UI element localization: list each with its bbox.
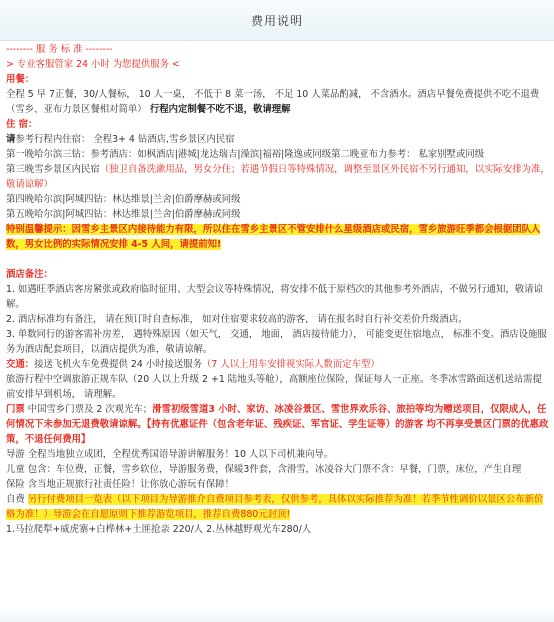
insurance-line: 保险 含当地正规旅行社责任险！让你放心游玩有保障！ [6, 479, 234, 490]
page-title: 费用说明 [250, 14, 303, 28]
stay-overview [6, 132, 550, 147]
kids-line: 儿童 包含：车位费，正餐，雪乡软位，导游服务费，保暖3件套，含滑雪，冰凌谷大门票不含：早餐，门票，床位，产生自理 [6, 464, 522, 475]
stay-night-5: 第五晚哈尔滨|阿城四钻：林达维景|兰舍|伯爵摩赫或同级 [6, 209, 241, 220]
special-notice [6, 222, 550, 252]
traffic-vehicle-note: （7 人以上用车安排视实际人数而定车型） [202, 359, 380, 370]
ticket-gift-items: 滑雪初级雪道3 小时、家访、冰凌谷景区、雪世界欢乐谷、旅拍等均为赠送项目，仅限成人，任何情况下未参加无退费敬请谅解。 [6, 404, 547, 430]
meal-note: 行程内定制餐不吃不退，敬请理解 [146, 104, 291, 115]
ticket-line [6, 402, 550, 447]
fee-description [6, 42, 550, 537]
traffic-line-2: 旅游行程中空调旅游正规车队（20 人以上升级 2 +1 陆地头等舱），高额座位保险，保证每人一正座。冬季冰雪路面送机送站需提前安排早到机场， 请理解。 [6, 374, 542, 400]
stay-heading: 住 宿： [6, 119, 38, 130]
header-bar [0, 0, 554, 41]
self-pay-label: 自费 [6, 494, 28, 505]
ticket-discount-note: 【持有优惠证件（包含老年证、残疾证、军官证、学生证等）的游客 均不再享受景区门票的优惠政策，不退任何费用】 [6, 419, 549, 445]
ticket-included: 中国雪乡门票及 2 次观光车； [24, 404, 153, 415]
stay-night-1: 第一晚哈尔滨三钻：参考酒店：如枫酒店|港城|龙达瑞吉|澡滨|福裕|隆逸或同级第二晚亚布力参考： 私家别墅或同级 [6, 149, 485, 160]
service-standard-heading: -------- 服 务 标 准 -------- [6, 44, 113, 55]
meal-text [6, 87, 550, 117]
traffic-line-1 [6, 357, 550, 372]
stay-night-3-note: （独卫自备洗漱用品，男女分住；若遇节假日等特殊情况，调整至景区外民宿不另行通知，以实际安排为准，敬请谅解） [6, 164, 550, 190]
hotel-note-1: 1. 如遇旺季酒店客房紧张或政府临时征用、大型会议等特殊情况，将安排不低于原档次的其他参考外酒店，不做另行通知，敬请谅解。 [6, 284, 543, 310]
self-pay-note: 另行付费项目一览表（以下项目为导游推介自费项目参考表，仅供参考，具体以实际推荐为准！若季节性调价以景区公布新价格为准！）导游会在自愿原则下推荐游览项目，推荐自费880元封顶! [6, 494, 544, 520]
hotel-notes-heading: 酒店备注： [6, 269, 53, 280]
meal-heading: 用餐： [6, 74, 35, 85]
stay-overview-prefix: 请 [6, 134, 16, 145]
guide-line: 导游 全程当地独立成团，全程优秀国语导游讲解服务！10 人以下司机兼向导。 [6, 449, 334, 460]
self-pay-item-1: 1.马拉爬犁+威虎寨+白桦林+土匪抢亲 220/人 2.丛林越野观光车280/人 [6, 524, 312, 535]
stay-night-4: 第四晚哈尔滨|阿城四钻：林达维景|兰舍|伯爵摩赫或同级 [6, 194, 241, 205]
traffic-transfer: 接送飞机火车免费提供 24 小时接送服务 [34, 359, 203, 370]
meal-detail: 全程 5 早 7正餐，30/人餐标， 10 人一桌， 不低于 8 菜一汤， 不足 10 人菜品酌减， 不含酒水。酒店早餐免费提供不吃不退费（雪乡、亚布力景区餐相对简单） [6, 89, 540, 115]
special-notice-text: 因雪乡主景区内接待能力有限，所以住在雪乡主景区不管安排什么星级酒店或民宿，雪乡旅游旺季都会根据团队人数，男女比例的实际情况安排 4-5 人间，请提前知! [6, 224, 541, 250]
ticket-heading: 门票 [6, 404, 25, 415]
self-pay-line [6, 492, 550, 522]
stay-night-3-label: 第三晚雪乡景区内民宿 [6, 164, 100, 175]
traffic-heading: 交通： [6, 359, 35, 370]
stay-night-3 [6, 162, 550, 192]
special-notice-label: 特别温馨提示： [6, 224, 72, 235]
hotel-note-3: 3. 单数同行的游客需补房差， 遇特殊原因（如天气， 交通， 地面， 酒店接待能力）， 可能变更住宿地点， 标准不变。酒店设施服务为酒店配套项目，以酒店提供为准，敬请谅解。 [6, 329, 547, 355]
hotel-note-2: 2. 酒店标准均有备注， 请在预订时自查标准， 如对住宿要求较高的游客， 请在报名时自行补交差价升级酒店。 [6, 314, 468, 325]
stay-overview-text: 参考行程内住宿： 全程3+ 4 钻酒店,雪乡景区内民宿 [15, 134, 235, 145]
service-standard-subheading: > 专业客服管家 24 小时 为您提供服务 < [6, 59, 180, 70]
